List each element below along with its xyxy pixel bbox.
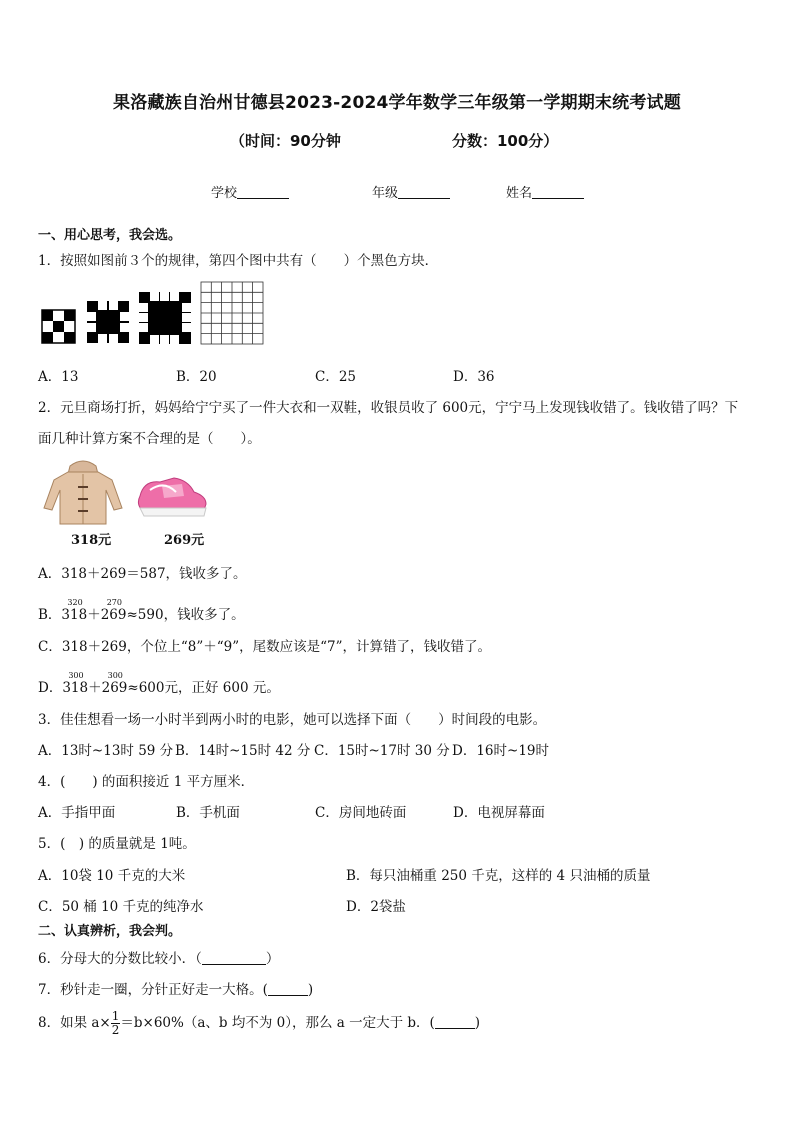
- grade-label: 年级: [372, 186, 399, 201]
- pattern-4-empty-grid: [201, 282, 263, 344]
- q5-option-b[interactable]: B．每只油桶重 250 千克，这样的 4 只油桶的质量: [346, 868, 651, 884]
- question-2-stem-line2: 面几种计算方案不合理的是（ ）。: [38, 431, 261, 447]
- section-1-title: 一、用心思考，我会选。: [38, 228, 182, 243]
- exam-time: （时间：90分钟: [230, 132, 341, 150]
- q2-option-c[interactable]: C．318＋269，个位上“8”＋“9”，尾数应该是“7”，计算错了，钱收错了。: [38, 639, 492, 655]
- shoe-image: [134, 470, 210, 522]
- q2-d-term1: 300 318: [62, 671, 89, 696]
- grade-blank[interactable]: [398, 186, 450, 199]
- question-1-stem: 1．按照如图前３个的规律，第四个图中共有（ ）个黑色方块．: [38, 253, 439, 269]
- q3-option-b[interactable]: B．14时~15时 42 分: [175, 743, 311, 759]
- q4-option-b[interactable]: B．手机面: [176, 805, 240, 821]
- coat-price: 318元: [71, 533, 112, 548]
- q7-answer-blank[interactable]: [268, 983, 308, 996]
- q2-option-d[interactable]: D． 300 318＋ 300 269≈600元，正好 600 元。: [38, 671, 280, 696]
- exam-score: 分数：100分）: [452, 132, 559, 150]
- q3-option-d[interactable]: D．16时~19时: [452, 743, 549, 759]
- q1-pattern-figure: [40, 280, 270, 352]
- page-title: 果洛藏族自治州甘德县2023-2024学年数学三年级第一学期期末统考试题: [113, 93, 681, 113]
- q6-answer-blank[interactable]: [202, 952, 266, 965]
- pattern-3: [139, 292, 191, 344]
- q1-option-a[interactable]: A．13: [38, 369, 79, 385]
- question-3-stem: 3．佳佳想看一场一小时半到两小时的电影，她可以选择下面（ ）时间段的电影。: [38, 712, 547, 728]
- q2-d-approx1: 300: [68, 671, 84, 680]
- grade-field[interactable]: [372, 182, 450, 201]
- question-8: 8．如果 a× $\frac{1}{2}$ ＝b×60%（a、b 均不为 0），那么 a 一定大于 b．( ): [38, 1009, 481, 1037]
- pattern-1: [42, 310, 75, 343]
- question-2-stem-line1: 2．元旦商场打折，妈妈给宁宁买了一件大衣和一双鞋，收银员收了 600元，宁宁马上发现钱收错了。钱收错了吗？下: [38, 400, 739, 416]
- coat-image: [42, 458, 124, 528]
- q2-option-b[interactable]: B． 320 318＋ 270 269≈590，钱收多了。: [38, 598, 245, 623]
- q4-option-a[interactable]: A．手指甲面: [38, 805, 116, 821]
- name-blank[interactable]: [532, 186, 584, 199]
- q5-option-d[interactable]: D．2袋盐: [346, 899, 406, 915]
- q1-option-b[interactable]: B．20: [176, 369, 217, 385]
- q2-d-approx2: 300: [107, 671, 123, 680]
- q3-option-c[interactable]: C．15时~17时 30 分: [314, 743, 450, 759]
- q2-b-label: B．: [38, 607, 62, 623]
- q8-answer-blank[interactable]: [435, 1016, 475, 1029]
- q3-option-a[interactable]: A．13时~13时 59 分: [38, 743, 174, 759]
- shoe-price: 269元: [164, 533, 205, 548]
- q2-b-term1: 320 318: [61, 598, 88, 623]
- q2-b-approx1: 320: [67, 598, 83, 607]
- question-6: 6．分母大的分数比较小．（ ）: [38, 951, 280, 967]
- question-4-stem: 4．( ) 的面积接近 1 平方厘米．: [38, 774, 255, 790]
- q5-option-c[interactable]: C．50 桶 10 千克的纯净水: [38, 899, 204, 915]
- q4-option-d[interactable]: D．电视屏幕面: [453, 805, 545, 821]
- question-5-stem: 5．( ) 的质量就是 1吨。: [38, 836, 196, 852]
- q5-option-a[interactable]: A．10袋 10 千克的大米: [38, 868, 186, 884]
- q2-b-term2: 270 269: [100, 598, 127, 623]
- school-blank[interactable]: [237, 186, 289, 199]
- section-2-title: 二、认真辨析，我会判。: [38, 924, 182, 939]
- q2-d-result: 600: [138, 680, 165, 696]
- q4-option-c[interactable]: C．房间地砖面: [315, 805, 407, 821]
- name-field[interactable]: [506, 182, 584, 201]
- q2-b-result: 590: [137, 607, 164, 623]
- question-7: 7．秒针走一圈，分针正好走一大格。( ): [38, 982, 314, 998]
- q8-fraction: $\frac{1}{2}$: [111, 1009, 120, 1037]
- pattern-2: [87, 301, 129, 343]
- school-label: 学校: [211, 186, 238, 201]
- name-label: 姓名: [506, 186, 533, 201]
- q2-option-a[interactable]: A．318＋269＝587，钱收多了。: [38, 566, 247, 582]
- q2-d-label: D．: [38, 680, 63, 696]
- q2-d-tail: 元，正好 600 元。: [164, 680, 280, 696]
- q1-option-d[interactable]: D．36: [453, 369, 495, 385]
- q1-option-c[interactable]: C．25: [315, 369, 357, 385]
- school-field[interactable]: [211, 182, 289, 201]
- q2-b-tail: ，钱收多了。: [163, 607, 245, 623]
- q2-d-term2: 300 269: [101, 671, 128, 696]
- q2-b-approx2: 270: [106, 598, 122, 607]
